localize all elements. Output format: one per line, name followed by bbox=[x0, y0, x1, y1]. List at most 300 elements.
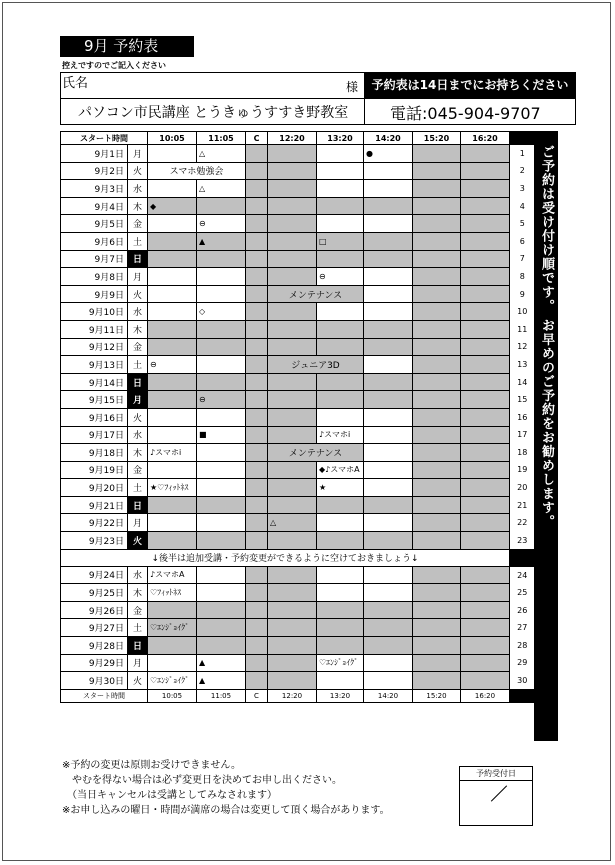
slot-cell[interactable] bbox=[246, 461, 268, 479]
slot-cell[interactable] bbox=[317, 566, 364, 584]
slot-cell[interactable] bbox=[148, 320, 197, 338]
slot-cell[interactable] bbox=[268, 250, 317, 268]
slot-cell[interactable] bbox=[364, 514, 413, 532]
table-row bbox=[61, 215, 535, 233]
slot-cell[interactable] bbox=[197, 532, 246, 550]
slot-cell[interactable] bbox=[197, 584, 246, 602]
slot-cell[interactable] bbox=[148, 532, 197, 550]
slot-cell[interactable] bbox=[268, 426, 317, 444]
row-date: 9月23日 bbox=[61, 532, 128, 550]
slot-cell[interactable] bbox=[413, 373, 461, 391]
slot-cell[interactable] bbox=[246, 566, 268, 584]
slot-cell[interactable] bbox=[246, 145, 268, 163]
note-line: （当日キャンセルは受講としてみなされます） bbox=[62, 790, 277, 801]
slot-cell[interactable] bbox=[268, 215, 317, 233]
slot-cell[interactable] bbox=[197, 373, 246, 391]
row-number: 30 bbox=[517, 675, 528, 685]
slot-cell[interactable] bbox=[268, 162, 317, 180]
slot-cell[interactable] bbox=[461, 444, 510, 462]
slot-cell[interactable] bbox=[148, 215, 197, 233]
slot-cell[interactable] bbox=[364, 496, 413, 514]
slot-cell[interactable] bbox=[364, 391, 413, 409]
vertical-message: ご予約は受け付け順です。 お早めのご予約をお勧めします。 bbox=[534, 131, 558, 741]
slot-cell[interactable] bbox=[364, 268, 413, 286]
row-date: 9月8日 bbox=[61, 268, 128, 286]
slot-cell[interactable] bbox=[246, 197, 268, 215]
slot-cell[interactable] bbox=[461, 426, 510, 444]
slot-cell[interactable] bbox=[364, 303, 413, 321]
slot-cell[interactable]: △ bbox=[197, 180, 246, 198]
slot-cell[interactable] bbox=[246, 232, 268, 250]
slot-cell[interactable] bbox=[268, 320, 317, 338]
slot-cell[interactable] bbox=[197, 250, 246, 268]
slot-cell[interactable] bbox=[317, 303, 364, 321]
slot-cell[interactable]: ♡ﾌｨｯﾄﾈｽ bbox=[148, 584, 197, 602]
row-date: 9月24日 bbox=[61, 566, 128, 584]
row-number: 2 bbox=[519, 166, 525, 176]
slot-cell[interactable] bbox=[317, 250, 364, 268]
slot-cell[interactable] bbox=[364, 479, 413, 497]
slot-cell[interactable] bbox=[461, 232, 510, 250]
slot-cell[interactable] bbox=[148, 637, 197, 655]
slot-cell[interactable] bbox=[268, 145, 317, 163]
slot-cell[interactable] bbox=[364, 320, 413, 338]
slot-cell[interactable]: ▲ bbox=[197, 672, 246, 690]
slot-cell[interactable] bbox=[413, 320, 461, 338]
slot-cell[interactable] bbox=[364, 672, 413, 690]
slot-cell[interactable] bbox=[461, 180, 510, 198]
slot-cell[interactable] bbox=[413, 268, 461, 286]
row-number: 23 bbox=[517, 535, 528, 545]
row-number: 25 bbox=[517, 588, 528, 598]
slot-cell[interactable] bbox=[246, 162, 268, 180]
row-weekday: 金 bbox=[128, 461, 148, 479]
slot-cell[interactable] bbox=[317, 601, 364, 619]
note-line: ※予約の変更は原則お受けできません。 bbox=[62, 760, 241, 771]
slot-cell[interactable] bbox=[246, 391, 268, 409]
slot-cell[interactable] bbox=[413, 496, 461, 514]
slot-cell[interactable] bbox=[246, 637, 268, 655]
slot-cell[interactable] bbox=[148, 232, 197, 250]
slot-cell[interactable] bbox=[148, 250, 197, 268]
slot-cell[interactable] bbox=[268, 637, 317, 655]
slot-cell[interactable] bbox=[246, 250, 268, 268]
slot-cell[interactable] bbox=[148, 268, 197, 286]
table-row bbox=[61, 338, 535, 356]
row-number: 12 bbox=[517, 342, 528, 352]
slot-cell[interactable] bbox=[413, 232, 461, 250]
table-row bbox=[61, 637, 535, 655]
row-weekday: 火 bbox=[128, 532, 148, 550]
event-slot[interactable]: ジュニア3D bbox=[268, 356, 364, 374]
time-header: 12:20 bbox=[268, 132, 317, 145]
slot-cell[interactable] bbox=[461, 285, 510, 303]
slot-cell[interactable] bbox=[364, 619, 413, 637]
slot-cell[interactable] bbox=[461, 532, 510, 550]
row-date: 9月26日 bbox=[61, 601, 128, 619]
event-slot[interactable]: スマホ勉強会 bbox=[148, 162, 246, 180]
slot-cell[interactable]: ▲ bbox=[197, 654, 246, 672]
slot-cell[interactable] bbox=[268, 391, 317, 409]
slot-cell[interactable] bbox=[413, 532, 461, 550]
deadline-banner: 予約表は14日までにお持ちください bbox=[364, 72, 576, 98]
slot-cell[interactable]: ◆ bbox=[148, 197, 197, 215]
slot-cell[interactable] bbox=[197, 601, 246, 619]
slot-cell[interactable] bbox=[364, 532, 413, 550]
slot-cell[interactable] bbox=[413, 514, 461, 532]
slot-cell[interactable] bbox=[268, 197, 317, 215]
slot-cell[interactable] bbox=[413, 391, 461, 409]
slot-cell[interactable]: ■ bbox=[197, 426, 246, 444]
slot-cell[interactable] bbox=[246, 444, 268, 462]
slot-cell[interactable]: ⊖ bbox=[317, 268, 364, 286]
time-header: 15:20 bbox=[413, 132, 461, 145]
slot-cell[interactable] bbox=[246, 654, 268, 672]
slot-cell[interactable] bbox=[364, 584, 413, 602]
slot-cell[interactable] bbox=[246, 532, 268, 550]
slot-cell[interactable] bbox=[268, 268, 317, 286]
row-date: 9月18日 bbox=[61, 444, 128, 462]
slot-cell[interactable] bbox=[268, 232, 317, 250]
event-slot[interactable]: メンテナンス bbox=[268, 444, 364, 462]
slot-cell[interactable] bbox=[148, 145, 197, 163]
slot-cell[interactable] bbox=[246, 180, 268, 198]
slot-cell[interactable] bbox=[148, 373, 197, 391]
slot-cell[interactable] bbox=[317, 373, 364, 391]
slot-cell[interactable] bbox=[413, 479, 461, 497]
slot-cell[interactable] bbox=[364, 162, 413, 180]
slot-cell[interactable] bbox=[317, 145, 364, 163]
event-slot[interactable]: メンテナンス bbox=[268, 285, 364, 303]
slot-cell[interactable] bbox=[461, 584, 510, 602]
slot-cell[interactable] bbox=[268, 496, 317, 514]
time-header: 16:20 bbox=[461, 689, 510, 702]
time-header: 11:05 bbox=[197, 132, 246, 145]
time-header: 13:20 bbox=[317, 132, 364, 145]
slot-cell[interactable] bbox=[364, 285, 413, 303]
slot-cell[interactable]: ♪スマホi bbox=[317, 426, 364, 444]
slot-cell[interactable] bbox=[197, 514, 246, 532]
slot-cell[interactable] bbox=[268, 373, 317, 391]
slot-cell[interactable]: ♡ｴﾝｼﾞｮｲｸﾞ bbox=[148, 672, 197, 690]
slot-cell[interactable]: ◇ bbox=[197, 303, 246, 321]
slot-cell[interactable] bbox=[364, 232, 413, 250]
slot-cell[interactable] bbox=[246, 285, 268, 303]
slot-cell[interactable] bbox=[197, 268, 246, 286]
page-title: 9月 予約表 bbox=[60, 36, 194, 57]
row-date: 9月20日 bbox=[61, 479, 128, 497]
slot-cell[interactable] bbox=[246, 268, 268, 286]
slot-cell[interactable] bbox=[413, 250, 461, 268]
slot-cell[interactable] bbox=[148, 408, 197, 426]
slot-cell[interactable]: ⊖ bbox=[197, 215, 246, 233]
slot-cell[interactable] bbox=[413, 356, 461, 374]
slot-cell[interactable] bbox=[364, 601, 413, 619]
slot-cell[interactable] bbox=[148, 461, 197, 479]
row-number: 4 bbox=[519, 201, 525, 211]
slot-cell[interactable]: ♪スマホi bbox=[148, 444, 197, 462]
slot-cell[interactable] bbox=[197, 197, 246, 215]
slot-cell[interactable] bbox=[461, 145, 510, 163]
row-weekday: 日 bbox=[128, 496, 148, 514]
slot-cell[interactable] bbox=[413, 338, 461, 356]
slot-cell[interactable] bbox=[148, 426, 197, 444]
slot-cell[interactable] bbox=[413, 637, 461, 655]
honorific: 様 bbox=[346, 80, 359, 94]
slot-cell[interactable] bbox=[413, 303, 461, 321]
slot-cell[interactable] bbox=[461, 215, 510, 233]
slot-cell[interactable] bbox=[461, 654, 510, 672]
slot-cell[interactable] bbox=[461, 320, 510, 338]
slot-cell[interactable] bbox=[413, 145, 461, 163]
slot-cell[interactable] bbox=[413, 180, 461, 198]
slot-cell[interactable] bbox=[413, 285, 461, 303]
slot-cell[interactable] bbox=[246, 479, 268, 497]
slot-cell[interactable] bbox=[317, 197, 364, 215]
slot-cell[interactable] bbox=[364, 197, 413, 215]
slot-cell[interactable] bbox=[246, 408, 268, 426]
slot-cell[interactable]: ★ bbox=[317, 479, 364, 497]
slot-cell[interactable] bbox=[246, 426, 268, 444]
slot-cell[interactable] bbox=[197, 320, 246, 338]
slot-cell[interactable] bbox=[317, 637, 364, 655]
slot-cell[interactable] bbox=[461, 250, 510, 268]
slot-cell[interactable] bbox=[413, 619, 461, 637]
slot-cell[interactable] bbox=[268, 479, 317, 497]
slot-cell[interactable] bbox=[317, 619, 364, 637]
slot-cell[interactable] bbox=[246, 672, 268, 690]
slot-cell[interactable] bbox=[364, 250, 413, 268]
slot-cell[interactable] bbox=[317, 180, 364, 198]
row-weekday: 月 bbox=[128, 268, 148, 286]
slot-cell[interactable] bbox=[461, 303, 510, 321]
slot-cell[interactable] bbox=[317, 215, 364, 233]
slot-cell[interactable] bbox=[268, 532, 317, 550]
row-weekday: 月 bbox=[128, 145, 148, 163]
slot-cell[interactable]: ⊖ bbox=[148, 356, 197, 374]
slot-cell[interactable] bbox=[317, 672, 364, 690]
slot-cell[interactable] bbox=[364, 338, 413, 356]
slot-cell[interactable] bbox=[413, 215, 461, 233]
table-row bbox=[61, 619, 535, 637]
slot-cell[interactable] bbox=[413, 654, 461, 672]
slot-cell[interactable] bbox=[246, 356, 268, 374]
slot-cell[interactable] bbox=[246, 338, 268, 356]
slot-cell[interactable]: △ bbox=[268, 514, 317, 532]
slot-cell[interactable] bbox=[148, 338, 197, 356]
slot-cell[interactable] bbox=[461, 338, 510, 356]
row-date: 9月19日 bbox=[61, 461, 128, 479]
slot-cell[interactable] bbox=[148, 285, 197, 303]
copy-note: 控えですのでご記入ください bbox=[62, 61, 166, 70]
slot-cell[interactable] bbox=[148, 601, 197, 619]
slot-cell[interactable] bbox=[246, 320, 268, 338]
row-date: 9月7日 bbox=[61, 250, 128, 268]
slot-cell[interactable] bbox=[364, 461, 413, 479]
slot-cell[interactable] bbox=[197, 637, 246, 655]
slot-cell[interactable] bbox=[268, 566, 317, 584]
slot-cell[interactable] bbox=[461, 373, 510, 391]
slot-cell[interactable] bbox=[246, 373, 268, 391]
table-row bbox=[61, 461, 535, 479]
time-header: C bbox=[246, 132, 268, 145]
slot-cell[interactable] bbox=[461, 566, 510, 584]
slot-cell[interactable] bbox=[461, 408, 510, 426]
slot-cell[interactable] bbox=[197, 479, 246, 497]
slot-cell[interactable] bbox=[364, 444, 413, 462]
slot-cell[interactable] bbox=[413, 584, 461, 602]
row-weekday: 月 bbox=[128, 391, 148, 409]
slot-cell[interactable] bbox=[413, 162, 461, 180]
slot-cell[interactable] bbox=[364, 180, 413, 198]
slot-cell[interactable] bbox=[461, 496, 510, 514]
row-date: 9月25日 bbox=[61, 584, 128, 602]
slot-cell[interactable]: ▲ bbox=[197, 232, 246, 250]
slot-cell[interactable] bbox=[364, 566, 413, 584]
slot-cell[interactable] bbox=[246, 584, 268, 602]
slot-cell[interactable] bbox=[364, 356, 413, 374]
row-date: 9月4日 bbox=[61, 197, 128, 215]
table-row bbox=[61, 566, 535, 584]
row-weekday: 土 bbox=[128, 479, 148, 497]
slot-cell[interactable] bbox=[413, 566, 461, 584]
row-date: 9月5日 bbox=[61, 215, 128, 233]
row-weekday: 木 bbox=[128, 197, 148, 215]
slot-cell[interactable] bbox=[364, 426, 413, 444]
table-row bbox=[61, 532, 535, 550]
table-row bbox=[61, 391, 535, 409]
slot-cell[interactable] bbox=[413, 672, 461, 690]
slot-cell[interactable] bbox=[148, 654, 197, 672]
slot-cell[interactable] bbox=[461, 268, 510, 286]
slot-cell[interactable]: ♡ｴﾝｼﾞｮｲｸﾞ bbox=[317, 654, 364, 672]
row-date: 9月12日 bbox=[61, 338, 128, 356]
slot-cell[interactable] bbox=[317, 162, 364, 180]
slot-cell[interactable] bbox=[317, 532, 364, 550]
slot-cell[interactable] bbox=[317, 338, 364, 356]
time-header: 10:05 bbox=[148, 132, 197, 145]
slot-cell[interactable] bbox=[268, 654, 317, 672]
slot-cell[interactable] bbox=[148, 496, 197, 514]
slot-cell[interactable] bbox=[461, 479, 510, 497]
row-date: 9月15日 bbox=[61, 391, 128, 409]
slot-cell[interactable] bbox=[413, 408, 461, 426]
slot-cell[interactable] bbox=[461, 162, 510, 180]
slot-cell[interactable] bbox=[317, 514, 364, 532]
slot-cell[interactable] bbox=[461, 391, 510, 409]
row-number: 10 bbox=[517, 307, 528, 317]
row-weekday: 金 bbox=[128, 601, 148, 619]
slot-cell[interactable] bbox=[364, 637, 413, 655]
slot-cell[interactable] bbox=[364, 373, 413, 391]
slot-cell[interactable] bbox=[461, 514, 510, 532]
slot-cell[interactable] bbox=[197, 461, 246, 479]
slot-cell[interactable] bbox=[268, 584, 317, 602]
name-label: 氏名 bbox=[62, 76, 89, 91]
slot-cell[interactable] bbox=[317, 408, 364, 426]
slot-cell[interactable] bbox=[268, 619, 317, 637]
slot-cell[interactable] bbox=[246, 514, 268, 532]
slot-cell[interactable]: □ bbox=[317, 232, 364, 250]
row-number: 16 bbox=[517, 412, 528, 422]
slot-cell[interactable] bbox=[197, 444, 246, 462]
slot-cell[interactable] bbox=[268, 461, 317, 479]
school-name: パソコン市民講座 とうきゅうすすき野教室 bbox=[78, 105, 349, 121]
slot-cell[interactable] bbox=[268, 303, 317, 321]
slot-cell[interactable]: ★♡ﾌｨｯﾄﾈｽ bbox=[148, 479, 197, 497]
date-slash bbox=[491, 785, 507, 801]
row-date: 9月13日 bbox=[61, 356, 128, 374]
slot-cell[interactable] bbox=[246, 601, 268, 619]
slot-cell[interactable] bbox=[461, 601, 510, 619]
slot-cell[interactable] bbox=[148, 514, 197, 532]
slot-cell[interactable] bbox=[413, 197, 461, 215]
slot-cell[interactable] bbox=[461, 619, 510, 637]
footer-start-label: スタート時間 bbox=[61, 689, 148, 702]
slot-cell[interactable] bbox=[246, 619, 268, 637]
slot-cell[interactable] bbox=[413, 444, 461, 462]
slot-cell[interactable] bbox=[246, 496, 268, 514]
slot-cell[interactable] bbox=[197, 356, 246, 374]
slot-cell[interactable]: ♪スマホA bbox=[148, 566, 197, 584]
slot-cell[interactable] bbox=[461, 637, 510, 655]
slot-cell[interactable] bbox=[268, 408, 317, 426]
slot-cell[interactable] bbox=[268, 672, 317, 690]
slot-cell[interactable] bbox=[197, 566, 246, 584]
slot-cell[interactable] bbox=[197, 619, 246, 637]
slot-cell[interactable] bbox=[268, 338, 317, 356]
row-weekday: 土 bbox=[128, 232, 148, 250]
slot-cell[interactable] bbox=[246, 303, 268, 321]
slot-cell[interactable] bbox=[317, 496, 364, 514]
slot-cell[interactable] bbox=[413, 601, 461, 619]
slot-cell[interactable] bbox=[317, 584, 364, 602]
slot-cell[interactable] bbox=[197, 408, 246, 426]
table-row bbox=[61, 408, 535, 426]
table-row bbox=[61, 250, 535, 268]
slot-cell[interactable] bbox=[197, 338, 246, 356]
slot-cell[interactable] bbox=[197, 496, 246, 514]
slot-cell[interactable] bbox=[148, 303, 197, 321]
slot-cell[interactable] bbox=[461, 356, 510, 374]
slot-cell[interactable] bbox=[148, 180, 197, 198]
side-bar bbox=[510, 549, 535, 566]
slot-cell[interactable] bbox=[413, 426, 461, 444]
slot-cell[interactable]: ⊖ bbox=[197, 391, 246, 409]
slot-cell[interactable]: △ bbox=[197, 145, 246, 163]
row-weekday: 土 bbox=[128, 356, 148, 374]
slot-cell[interactable]: ● bbox=[364, 145, 413, 163]
slot-cell[interactable] bbox=[461, 461, 510, 479]
slot-cell[interactable] bbox=[461, 672, 510, 690]
slot-cell[interactable] bbox=[364, 408, 413, 426]
slot-cell[interactable]: ♡ｴﾝｼﾞｮｲｸﾞ bbox=[148, 619, 197, 637]
slot-cell[interactable] bbox=[246, 215, 268, 233]
slot-cell[interactable] bbox=[268, 601, 317, 619]
row-date: 9月29日 bbox=[61, 654, 128, 672]
slot-cell[interactable] bbox=[461, 197, 510, 215]
slot-cell[interactable] bbox=[197, 285, 246, 303]
row-weekday: 金 bbox=[128, 338, 148, 356]
slot-cell[interactable] bbox=[148, 391, 197, 409]
slot-cell[interactable] bbox=[317, 320, 364, 338]
slot-cell[interactable] bbox=[364, 215, 413, 233]
slot-cell[interactable]: ◆♪スマホA bbox=[317, 461, 364, 479]
slot-cell[interactable] bbox=[268, 180, 317, 198]
slot-cell[interactable] bbox=[413, 461, 461, 479]
slot-cell[interactable] bbox=[364, 654, 413, 672]
slot-cell[interactable] bbox=[317, 391, 364, 409]
